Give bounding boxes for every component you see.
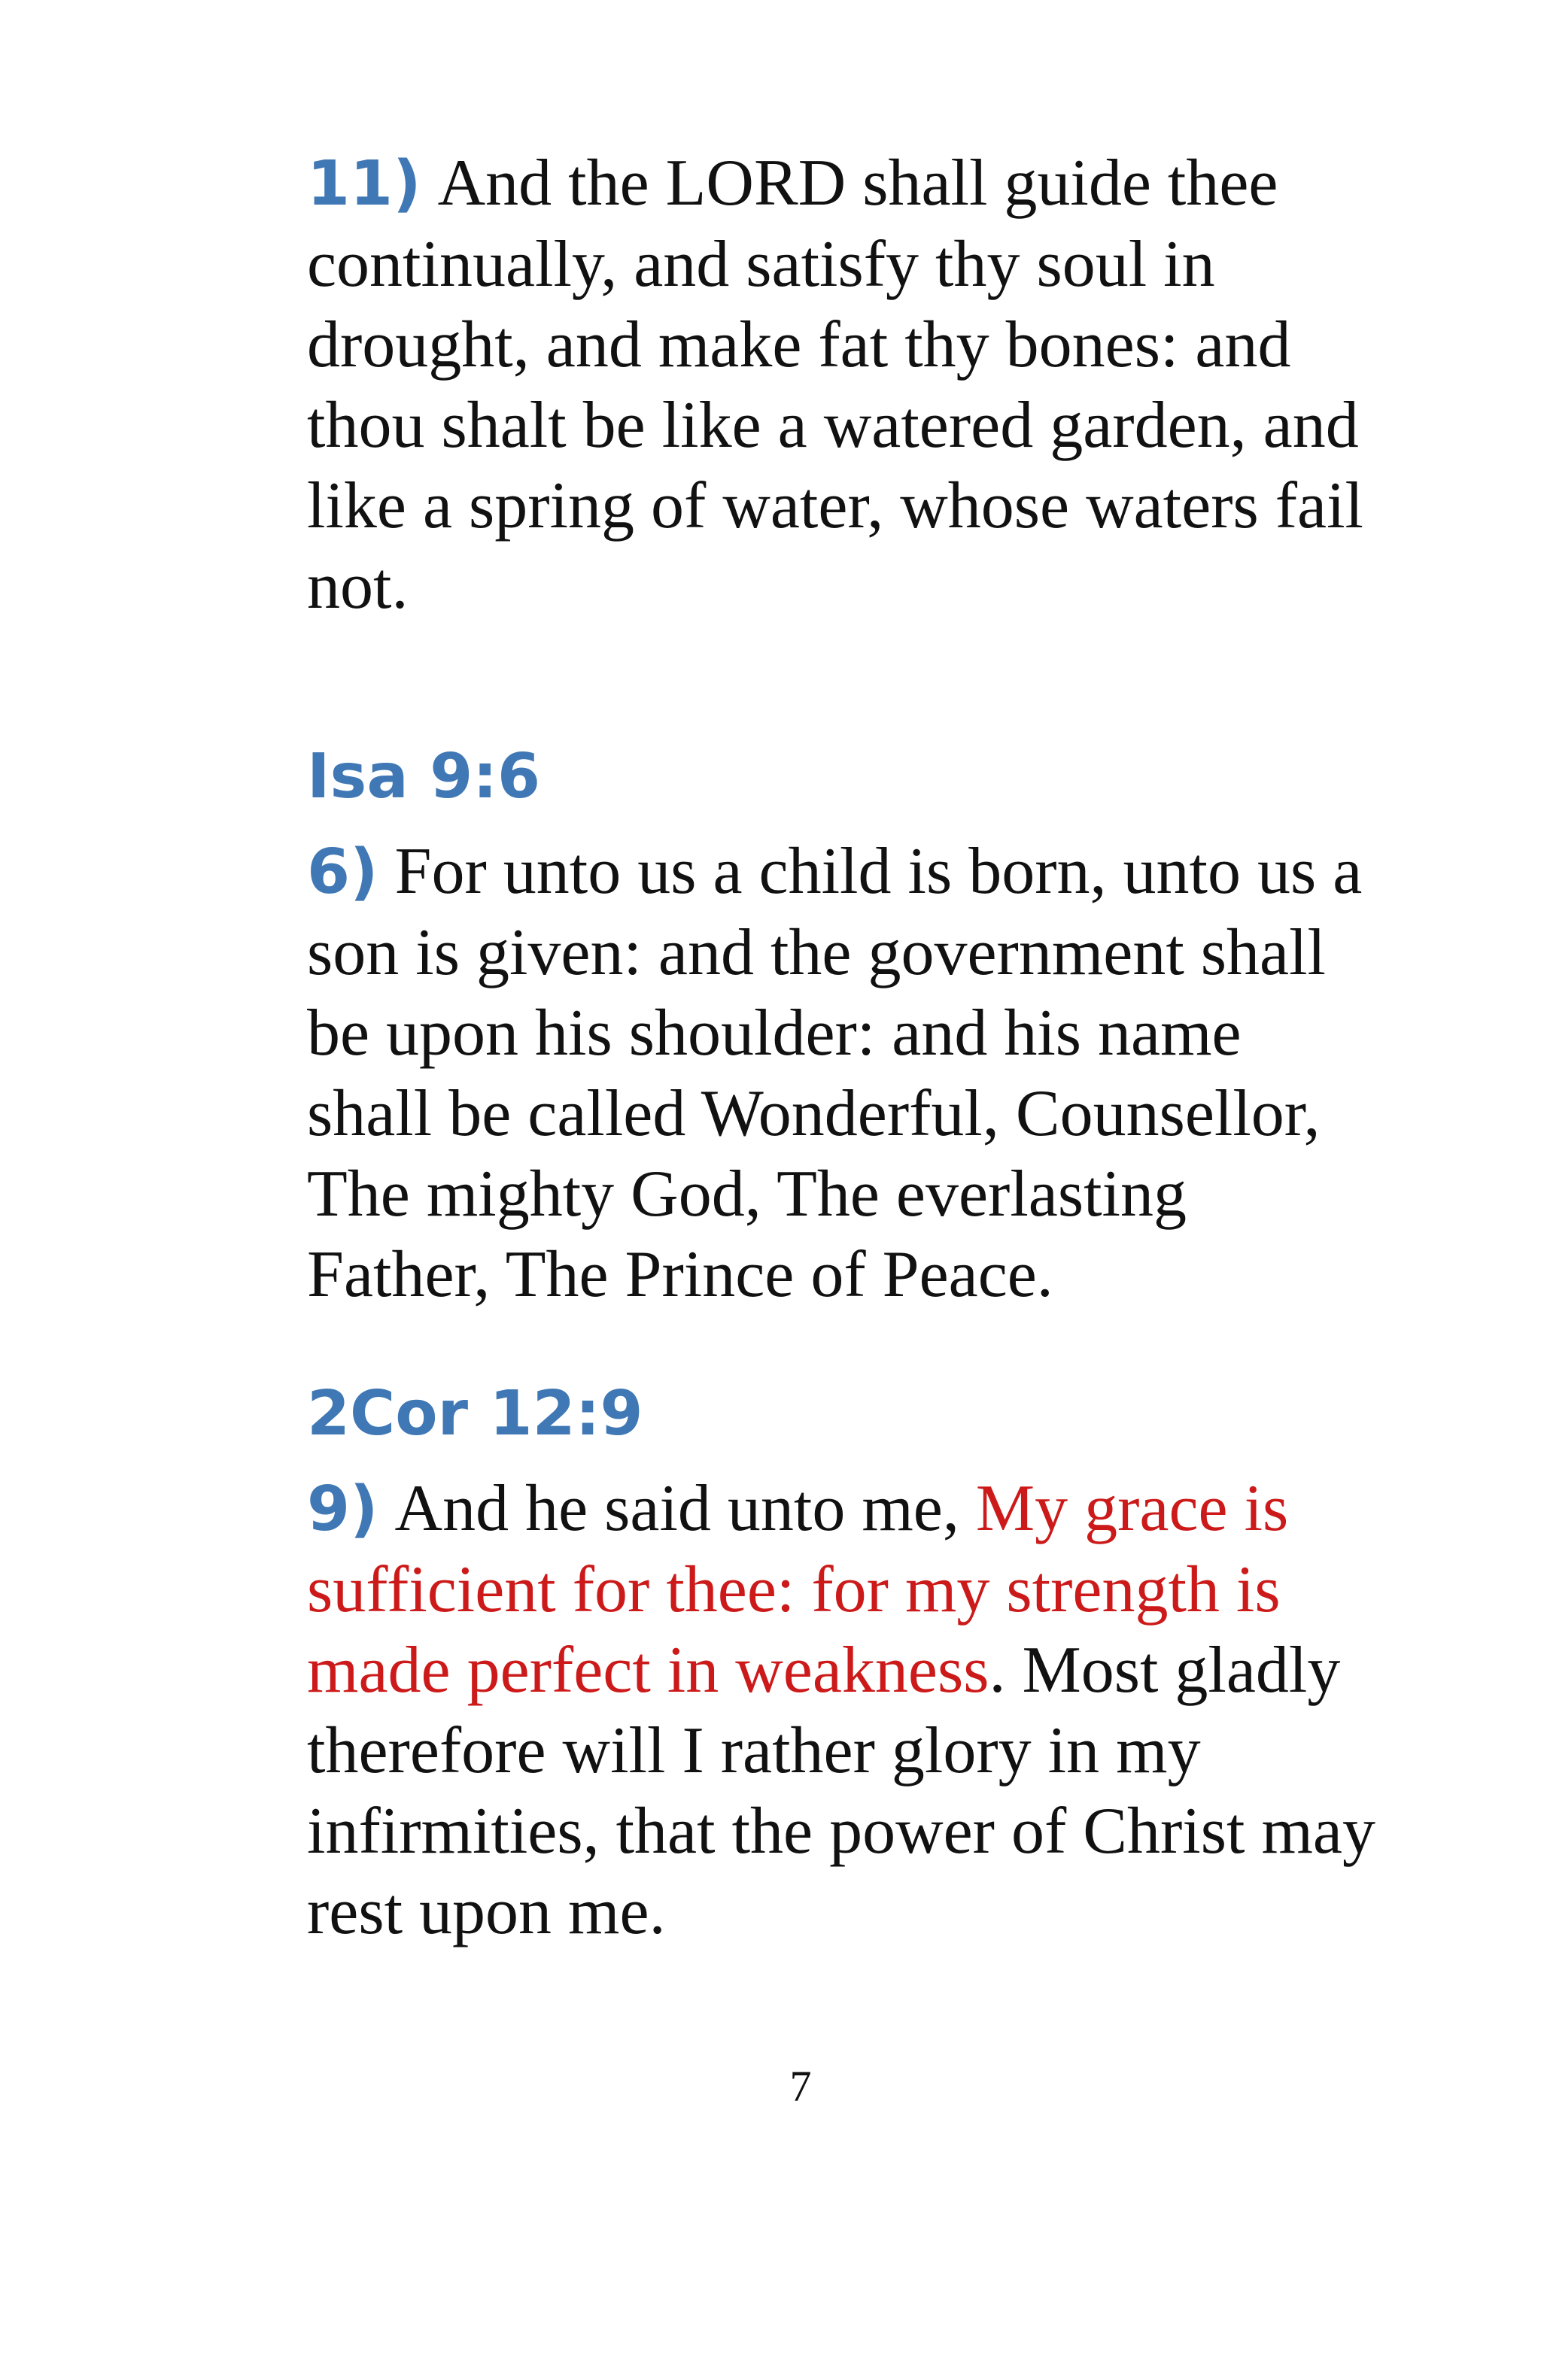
verse-number: 11) — [307, 148, 421, 220]
verse-text: And the LORD shall guide thee continually, and satisfy thy soul in drought, and make fat thy bones: and thou shalt be like a watered garden, and like a spring of water, whose waters fail not. — [307, 147, 1364, 623]
verse-number: 6) — [307, 836, 378, 908]
verse-text: For unto us a child is born, unto us a son is given: and the government shall be upon his shoulder: and his name shall be called Wonderful, Counsellor, The mighty God, The everlasting Father, The Prince of Peace. — [307, 835, 1363, 1311]
verse-isa-9-6 — [307, 831, 1375, 1315]
page-number: 7 — [789, 2062, 812, 2111]
verse-text-after: . Most gladly therefore will I rather glory in my infirmities, that the power of Christ may rest upon me. — [307, 1634, 1375, 1948]
verse-number: 9) — [307, 1474, 378, 1545]
verse-isa-58-11 — [307, 143, 1375, 627]
verse-2cor-12-9 — [307, 1468, 1375, 1952]
words-of-christ: My grace is sufficient for thee: for my strength is made perfect in weakness — [307, 1472, 1289, 1707]
reference-heading-isa-9-6: Isa 9:6 — [307, 741, 541, 812]
reference-heading-2cor-12-9: 2Cor 12:9 — [307, 1378, 643, 1450]
page-content — [307, 143, 1375, 1952]
verse-text-before: And he said unto me, — [394, 1472, 976, 1545]
